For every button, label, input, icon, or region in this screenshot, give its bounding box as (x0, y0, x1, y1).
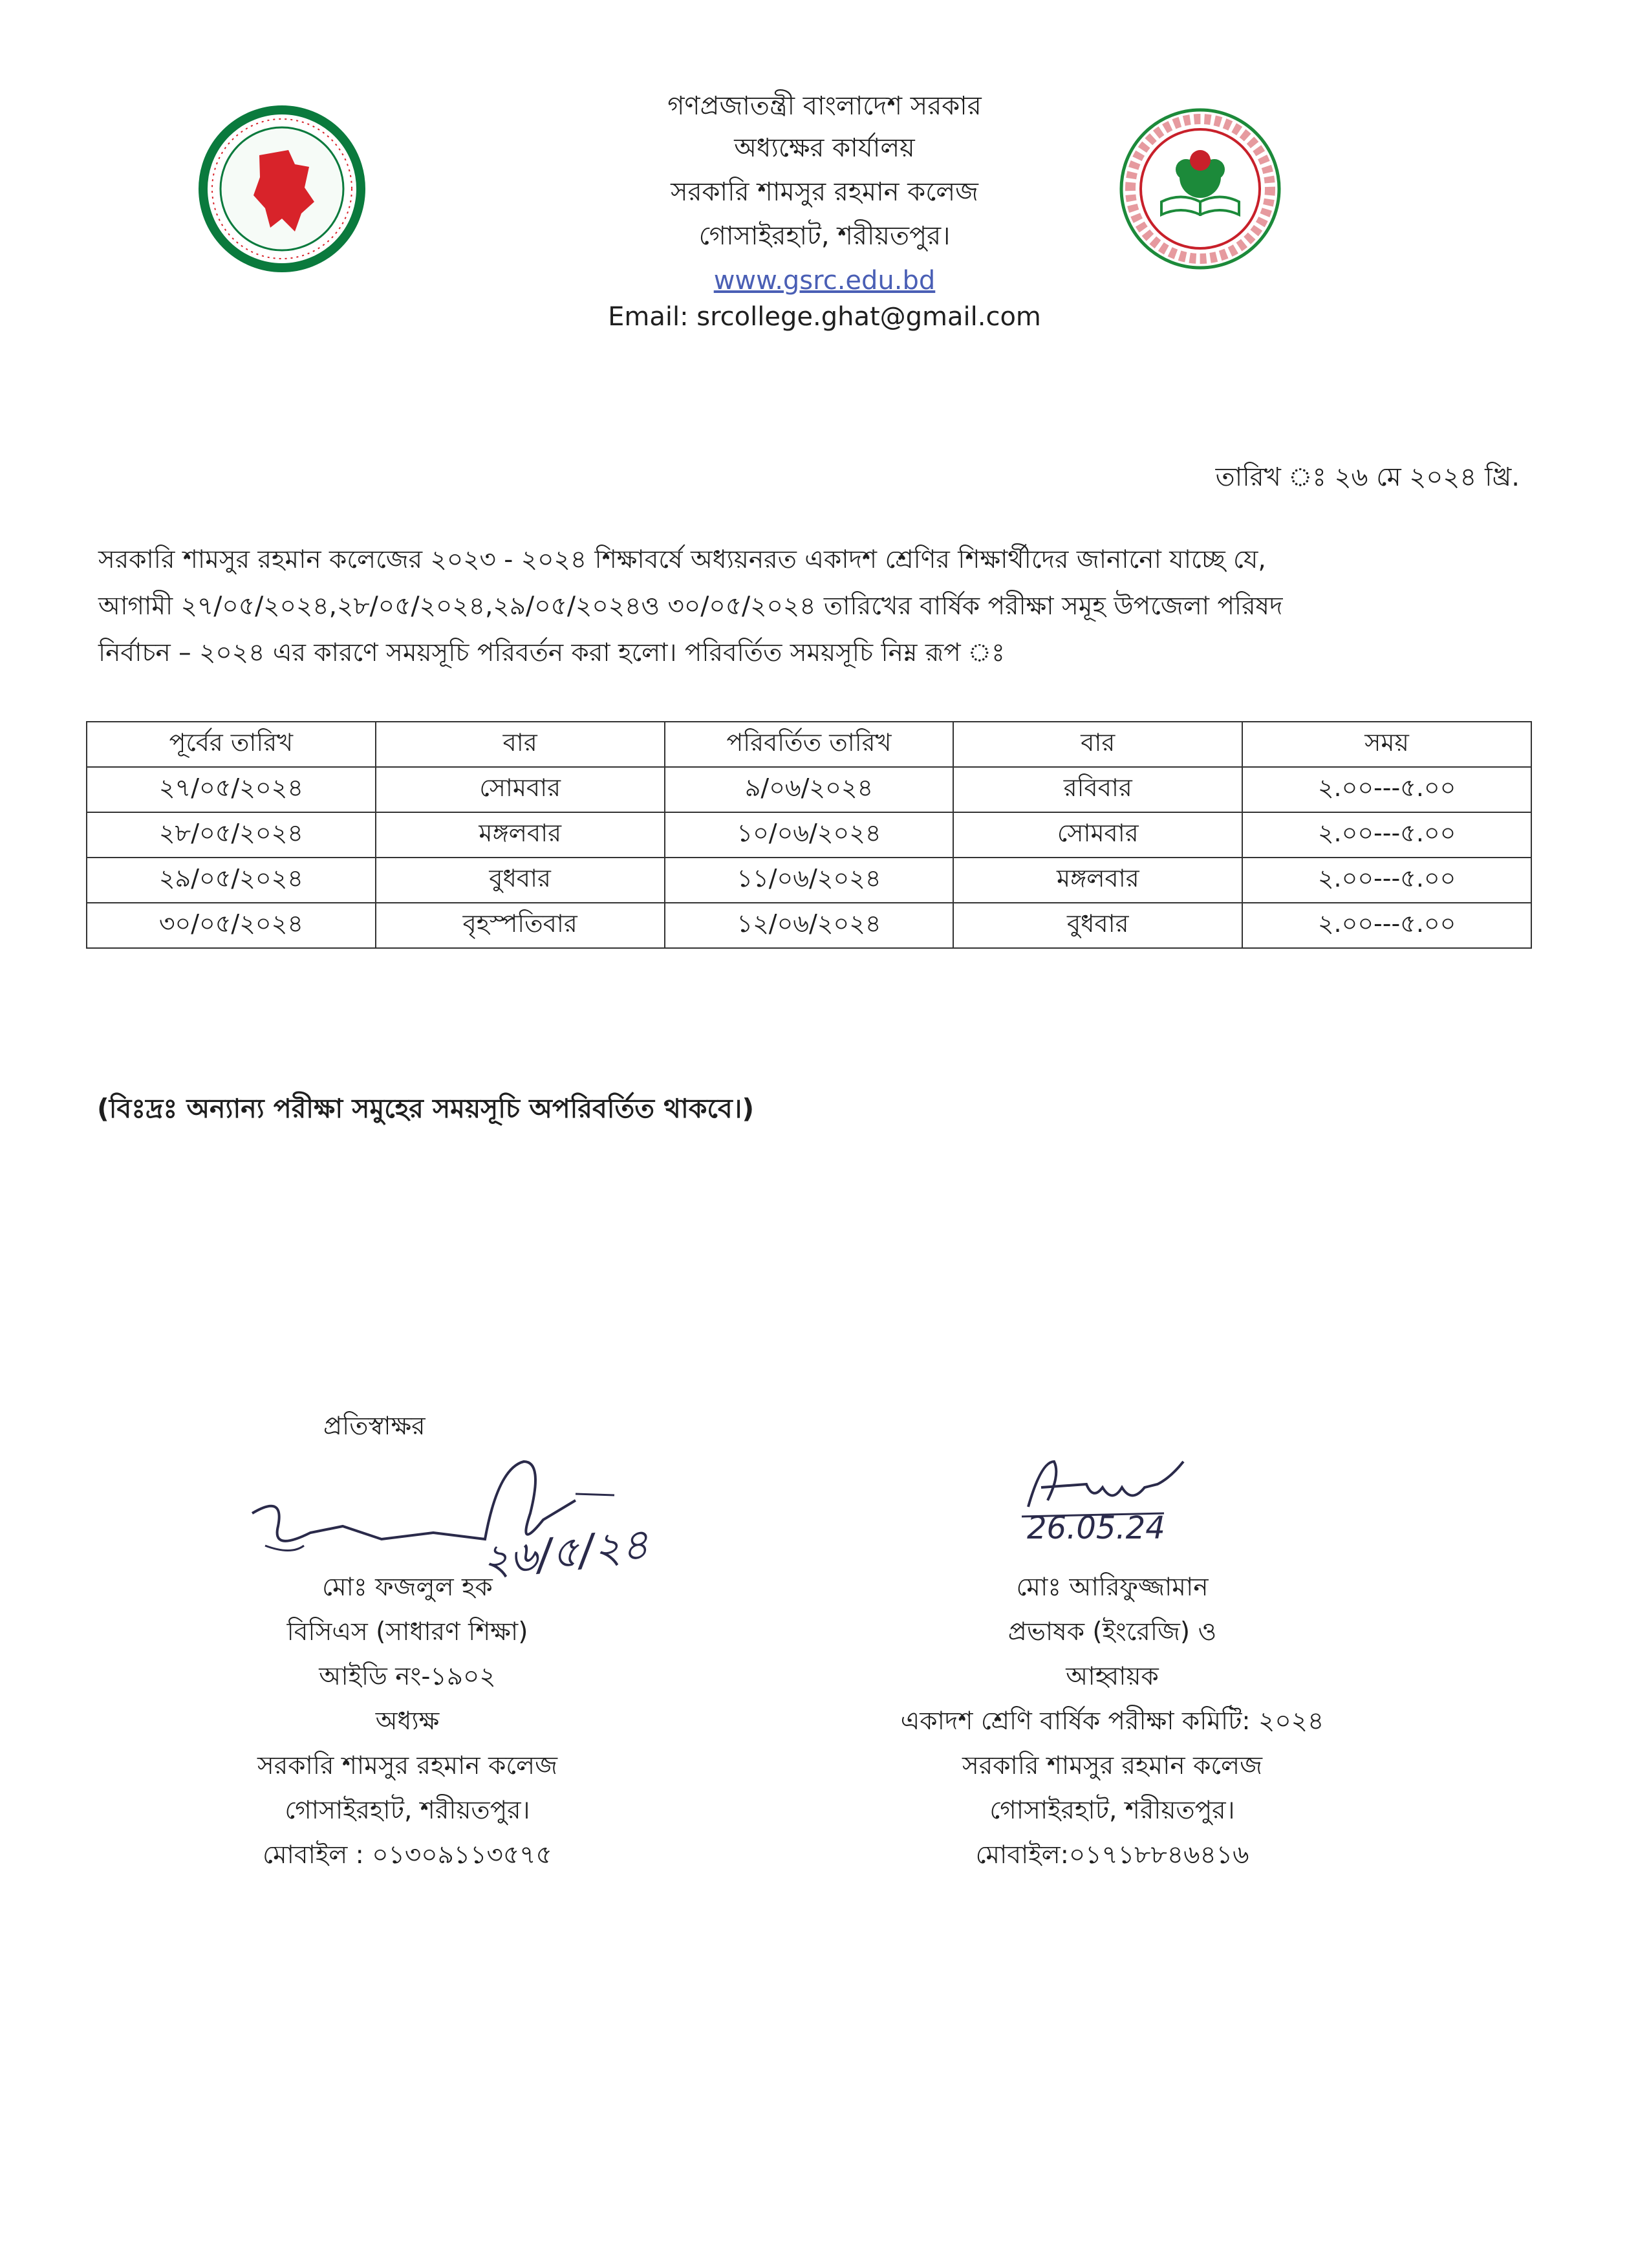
cell-previous-day: সোমবার (376, 767, 665, 812)
cell-previous-day: বৃহস্পতিবার (376, 903, 665, 948)
header-office: অধ্যক্ষের কার্যালয় (734, 133, 915, 163)
cell-changed-date: ১১/০৬/২০২৪ (665, 858, 954, 903)
left-signatory-institution: সরকারি শামসুর রহমান কলেজ (257, 1751, 557, 1780)
countersign-label: প্রতিস্বাক্ষর (323, 1412, 426, 1441)
body-line-2: আগামী ২৭/০৫/২০২৪,২৮/০৫/২০২৪,২৯/০৫/২০২৪ও ৩০/০৫/২০২৪ তারিখের বার্ষিক পরীক্ষা সমূহ উপজেলা পরিষদ (98, 592, 1283, 621)
cell-time: ২.০০---৫.০০ (1242, 767, 1531, 812)
schedule-table (86, 721, 1532, 949)
table-row (87, 858, 1531, 903)
right-signatory-designation: প্রভাষক (ইংরেজি) ও (1008, 1617, 1217, 1647)
table-header-row (87, 722, 1531, 767)
header-college: সরকারি শামসুর রহমান কলেজ (671, 177, 978, 207)
cell-previous-date: ২৮/০৫/২০২৪ (87, 812, 376, 858)
cell-changed-day: বুধবার (953, 903, 1242, 948)
left-signatory-address: গোসাইরহাট, শরীয়তপুর। (285, 1796, 530, 1825)
note-text: (বিঃদ্রঃ অন্যান্য পরীক্ষা সমুহের সময়সূচি অপরিবর্তিত থাকবে।) (97, 1093, 755, 1124)
header-location: গোসাইরহাট, শরীয়তপুর। (698, 221, 951, 251)
body-line-1: সরকারি শামসুর রহমান কলেজের ২০২৩ - ২০২৪ শিক্ষাবর্ষে অধ্যয়নরত একাদশ শ্রেণির শিক্ষার্থীদের জানানো যাচ্ছে যে, (98, 545, 1266, 574)
header-previous-day: বার (376, 722, 665, 767)
cell-changed-day: মঙ্গলবার (953, 858, 1242, 903)
right-signatory-institution: সরকারি শামসুর রহমান কলেজ (962, 1751, 1262, 1780)
left-signature-date: ২৬/৫/২৪ (479, 1518, 651, 1586)
left-signatory-mobile: মোবাইল : ০১৩০৯১১৩৫৭৫ (263, 1841, 552, 1870)
right-signatory-name: মোঃ আরিফুজ্জামান (1016, 1573, 1209, 1602)
table-row (87, 812, 1531, 858)
cell-time: ২.০০---৫.০০ (1242, 858, 1531, 903)
cell-changed-date: ১০/০৬/২০২৪ (665, 812, 954, 858)
table-row (87, 767, 1531, 812)
cell-previous-date: ২৯/০৫/২০২৪ (87, 858, 376, 903)
left-signatory-cadre: বিসিএস (সাধারণ শিক্ষা) (286, 1617, 528, 1647)
government-seal-icon (198, 105, 366, 273)
right-signatory-role: আহ্বায়ক (1066, 1662, 1159, 1691)
cell-previous-date: ৩০/০৫/২০২৪ (87, 903, 376, 948)
right-signatory-mobile: মোবাইল:০১৭১৮৮৪৬৪১৬ (975, 1841, 1249, 1870)
cell-changed-day: রবিবার (953, 767, 1242, 812)
right-signatory-address: গোসাইরহাট, শরীয়তপুর। (989, 1796, 1235, 1825)
header-changed-day: বার (953, 722, 1242, 767)
cell-time: ২.০০---৫.০০ (1242, 903, 1531, 948)
cell-changed-date: ১২/০৬/২০২৪ (665, 903, 954, 948)
header-government: গণপ্রজাতন্ত্রী বাংলাদেশ সরকার (667, 91, 982, 121)
cell-changed-day: সোমবার (953, 812, 1242, 858)
right-signatory-committee: একাদশ শ্রেণি বার্ষিক পরীক্ষা কমিটি: ২০২৪ (900, 1707, 1324, 1736)
header-time: সময় (1242, 722, 1531, 767)
left-signatory-name: মোঃ ফজলুল হক (322, 1573, 493, 1602)
cell-changed-date: ৯/০৬/২০২৪ (665, 767, 954, 812)
email-line: Email: srcollege.ghat@gmail.com (608, 302, 1041, 332)
left-signatory-block (213, 1565, 601, 1877)
notice-body (98, 537, 1524, 676)
table-row (87, 903, 1531, 948)
header-previous-date: পূর্বের তারিখ (87, 722, 376, 767)
left-signatory-role: অধ্যক্ষ (375, 1707, 440, 1736)
header-changed-date: পরিবর্তিত তারিখ (665, 722, 954, 767)
body-line-3: নির্বাচন – ২০২৪ এর কারণে সময়সূচি পরিবর্তন করা হলো। পরিবর্তিত সময়সূচি নিম্ন রূপ ঃ (98, 638, 1005, 667)
cell-previous-day: মঙ্গলবার (376, 812, 665, 858)
notice-date: তারিখ ঃ ২৬ মে ২০২৪ খ্রি. (1215, 462, 1520, 492)
cell-time: ২.০০---৫.০০ (1242, 812, 1531, 858)
cell-previous-day: বুধবার (376, 858, 665, 903)
cell-previous-date: ২৭/০৫/২০২৪ (87, 767, 376, 812)
left-signatory-id: আইডি নং-১৯০২ (319, 1662, 496, 1691)
website-link[interactable]: www.gsrc.edu.bd (713, 266, 936, 296)
right-signature-date: 26.05.24 (1027, 1510, 1165, 1546)
right-signatory-block (834, 1565, 1390, 1877)
